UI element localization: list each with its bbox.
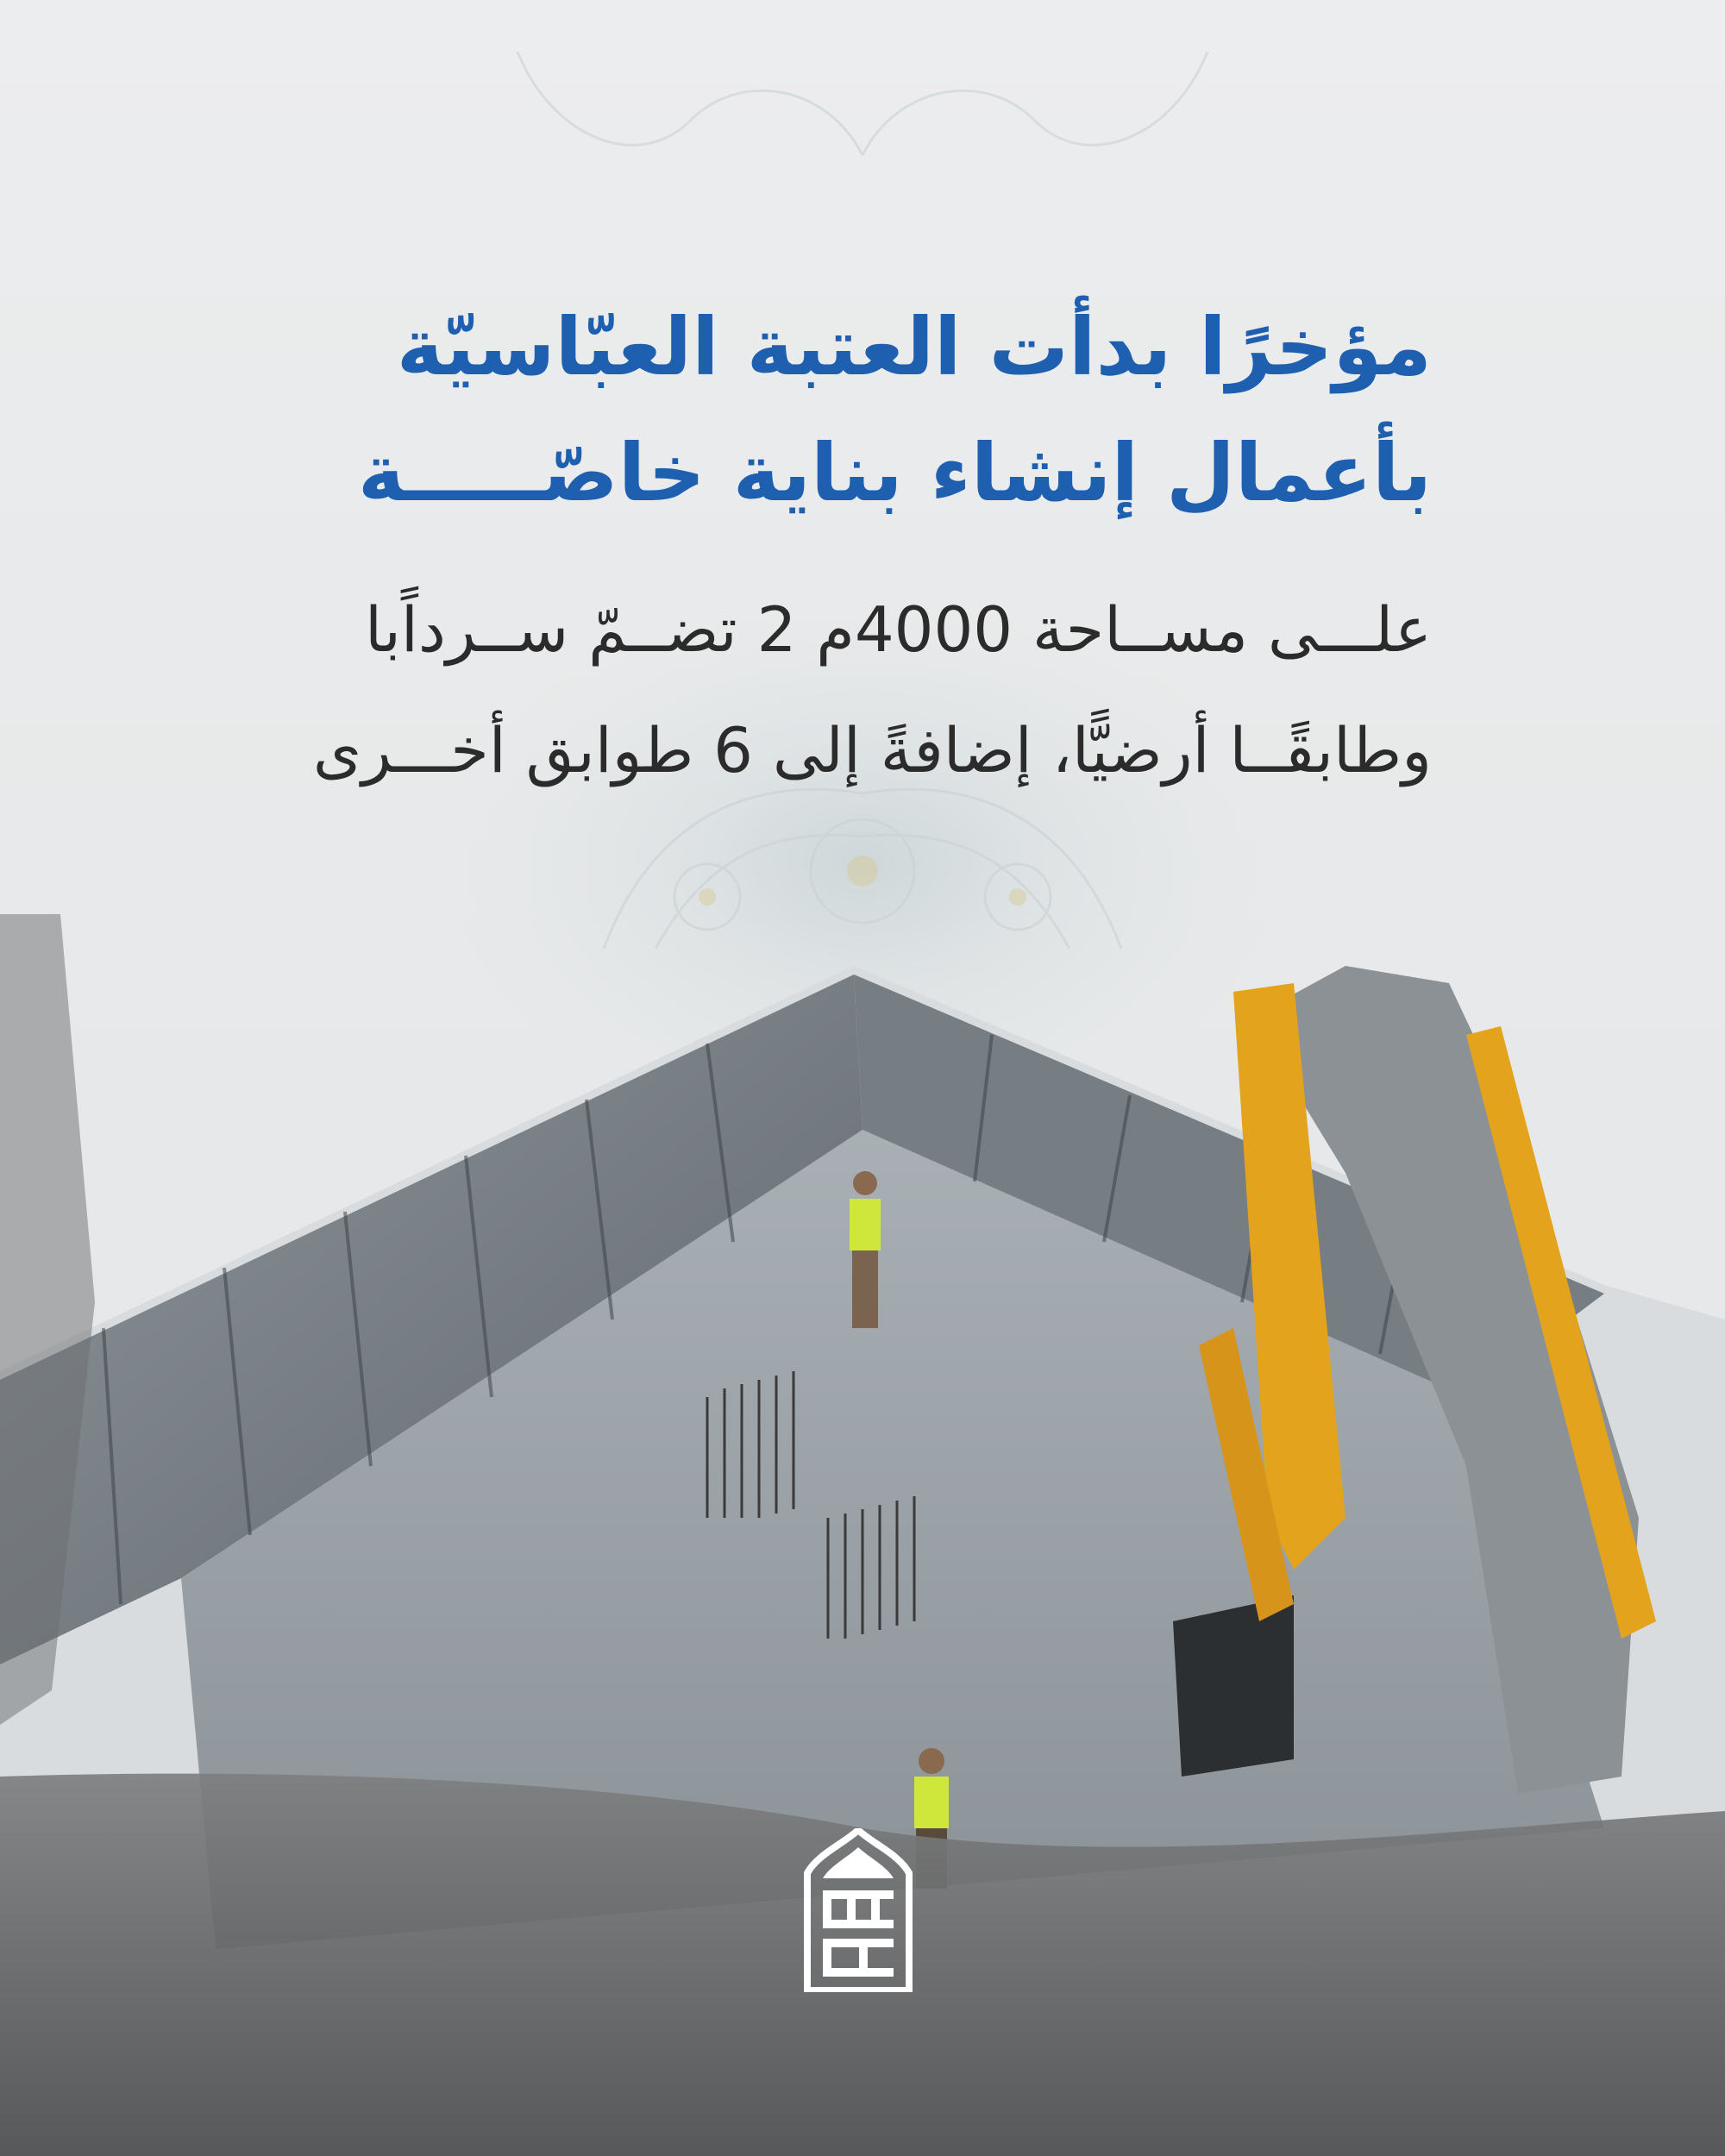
headline-line-2: بأعمال إنشاء بناية خاصّـــــة — [357, 427, 1432, 519]
headline-line-1: مؤخرًا بدأت العتبة العبّاسيّة — [396, 301, 1432, 393]
subtitle-line-2: وطابقًــا أرضيًّا، إضافةً إلى 6 طوابق أخـــرى — [312, 714, 1432, 787]
headline — [172, 285, 1432, 536]
shrine-logo-icon — [802, 1828, 914, 1992]
subtitle — [172, 569, 1432, 811]
subtitle-line-1: علـــى مســاحة 4000م 2 تضــمّ ســرداًبا — [364, 593, 1432, 666]
